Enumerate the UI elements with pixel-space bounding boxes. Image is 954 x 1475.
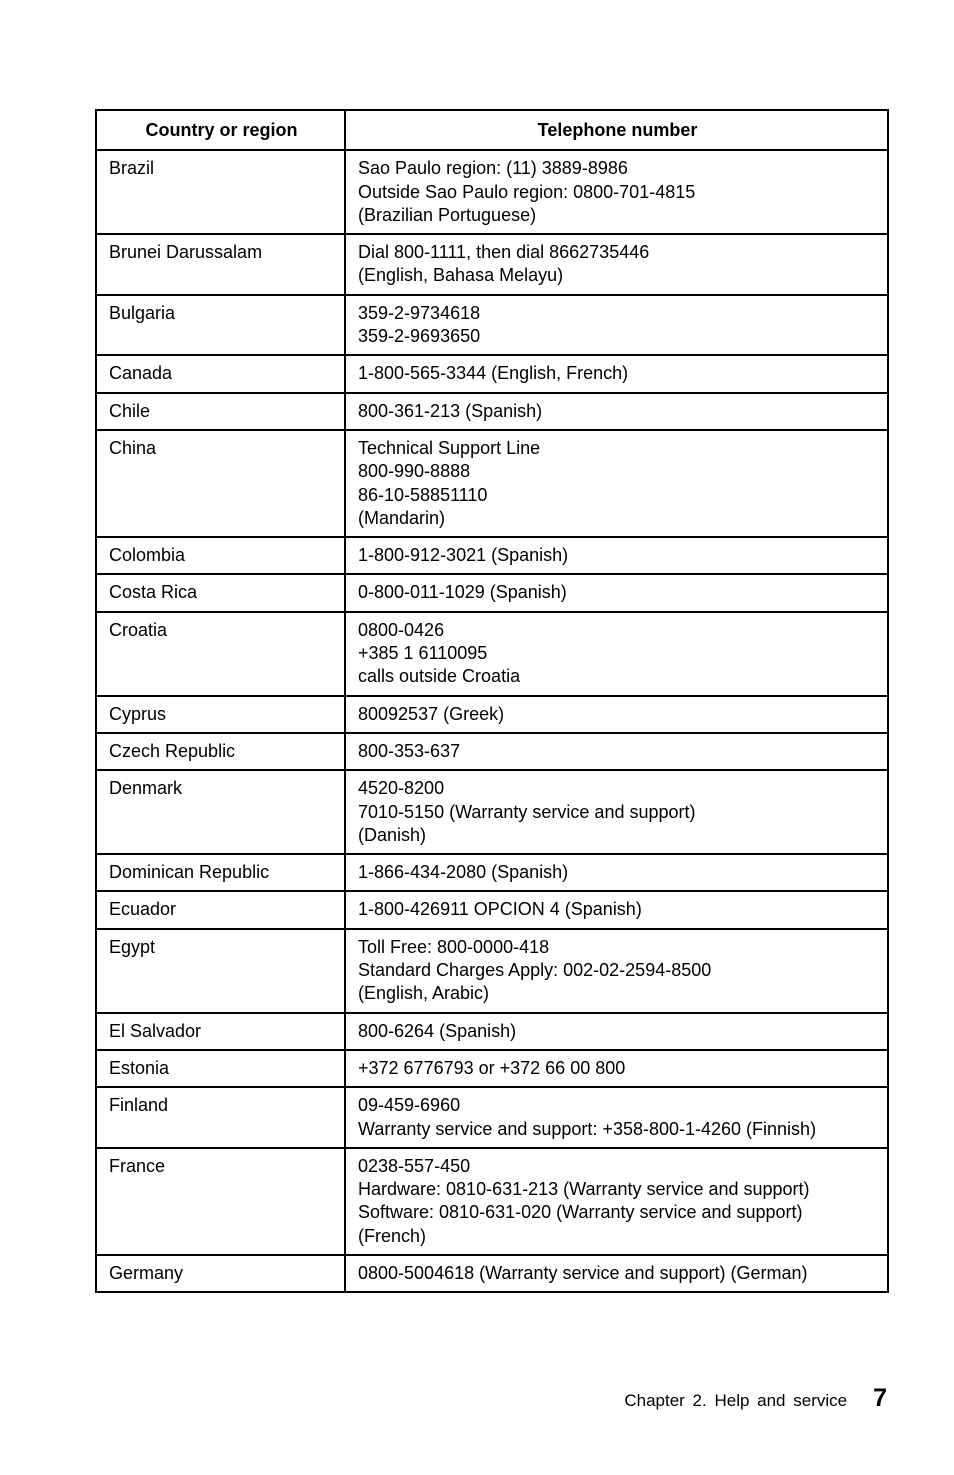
telephone-line: 1-800-912-3021 (Spanish) (358, 545, 569, 566)
telephone-line: 1-800-565-3344 (English, French) (358, 363, 629, 384)
telephone-cell (345, 696, 888, 733)
telephone-line: 80092537 (Greek) (358, 703, 505, 724)
header-row (96, 110, 888, 150)
telephone-cell (345, 355, 888, 392)
support-phone-table (95, 109, 889, 1293)
telephone-cell (345, 393, 888, 430)
telephone-line: (English, Arabic) (358, 983, 490, 1004)
telephone-cell (345, 234, 888, 295)
telephone-line: 359-2-9693650 (358, 326, 481, 347)
telephone-cell (345, 1050, 888, 1087)
telephone-line: 09-459-6960 (358, 1095, 461, 1116)
telephone-line: Sao Paulo region: (11) 3889-8986 (358, 158, 628, 179)
telephone-line: 800-353-637 (358, 740, 461, 761)
telephone-line: 7010-5150 (Warranty service and support) (358, 801, 696, 822)
telephone-line: Outside Sao Paulo region: 0800-701-4815 (358, 181, 696, 202)
country-cell: Denmark (96, 770, 345, 854)
table-row (96, 355, 888, 392)
country-cell: Ecuador (96, 891, 345, 928)
country-cell: Estonia (96, 1050, 345, 1087)
table-row (96, 1050, 888, 1087)
telephone-cell (345, 770, 888, 854)
country-cell: Brazil (96, 150, 345, 234)
country-cell: Germany (96, 1255, 345, 1292)
table-row (96, 1255, 888, 1292)
table-row (96, 1087, 888, 1148)
telephone-line: Dial 800-1111, then dial 8662735446 (358, 242, 650, 263)
telephone-line: Standard Charges Apply: 002-02-2594-8500 (358, 960, 712, 981)
table-row (96, 891, 888, 928)
table-row (96, 393, 888, 430)
telephone-line: (Mandarin) (358, 507, 446, 528)
telephone-cell (345, 430, 888, 537)
chapter-title: Chapter 2. Help and service (624, 1391, 848, 1410)
table-row (96, 1013, 888, 1050)
page-number: 7 (873, 1384, 887, 1412)
header-telephone: Telephone number (345, 110, 888, 150)
telephone-cell (345, 295, 888, 356)
telephone-line: 1-800-426911 OPCION 4 (Spanish) (358, 899, 642, 920)
telephone-line: calls outside Croatia (358, 666, 521, 687)
telephone-line: Toll Free: 800-0000-418 (358, 936, 550, 957)
telephone-line: (Brazilian Portuguese) (358, 204, 537, 225)
telephone-line: 0800-5004618 (Warranty service and support) (German) (358, 1262, 808, 1283)
table-row (96, 770, 888, 854)
table-row (96, 430, 888, 537)
telephone-line: 0238-557-450 (358, 1155, 471, 1176)
country-cell: Costa Rica (96, 574, 345, 611)
country-cell: El Salvador (96, 1013, 345, 1050)
telephone-cell (345, 150, 888, 234)
table-header (96, 110, 888, 150)
telephone-line: Hardware: 0810-631-213 (Warranty service and support) (358, 1179, 810, 1200)
header-country: Country or region (96, 110, 345, 150)
telephone-line: 800-990-8888 (358, 461, 471, 482)
telephone-cell (345, 733, 888, 770)
table-row (96, 295, 888, 356)
telephone-cell (345, 537, 888, 574)
telephone-line: Software: 0810-631-020 (Warranty service and support) (358, 1202, 803, 1223)
country-cell: Croatia (96, 612, 345, 696)
country-cell: Chile (96, 393, 345, 430)
table-row (96, 150, 888, 234)
telephone-cell (345, 1013, 888, 1050)
telephone-line: 4520-8200 (358, 778, 445, 799)
telephone-line: 1-866-434-2080 (Spanish) (358, 862, 569, 883)
telephone-line: 0-800-011-1029 (Spanish) (358, 582, 567, 603)
telephone-line: Warranty service and support: +358-800-1-4260 (Finnish) (358, 1118, 817, 1139)
country-cell: Colombia (96, 537, 345, 574)
country-cell: China (96, 430, 345, 537)
telephone-line: Technical Support Line (358, 437, 541, 458)
country-cell: Brunei Darussalam (96, 234, 345, 295)
country-cell: Cyprus (96, 696, 345, 733)
country-cell: France (96, 1148, 345, 1255)
telephone-cell (345, 854, 888, 891)
table-row (96, 612, 888, 696)
country-cell: Bulgaria (96, 295, 345, 356)
telephone-cell (345, 612, 888, 696)
telephone-line: 800-361-213 (Spanish) (358, 400, 543, 421)
country-cell: Egypt (96, 929, 345, 1013)
table-row (96, 574, 888, 611)
table-row (96, 234, 888, 295)
telephone-cell (345, 1255, 888, 1292)
telephone-cell (345, 891, 888, 928)
telephone-line: 359-2-9734618 (358, 302, 481, 323)
telephone-cell (345, 929, 888, 1013)
telephone-line: 0800-0426 (358, 619, 445, 640)
table-row (96, 733, 888, 770)
telephone-cell (345, 574, 888, 611)
telephone-line: (French) (358, 1225, 427, 1246)
country-cell: Czech Republic (96, 733, 345, 770)
table-row (96, 537, 888, 574)
telephone-cell (345, 1148, 888, 1255)
country-cell: Dominican Republic (96, 854, 345, 891)
telephone-line: +385 1 6110095 (358, 643, 488, 664)
telephone-line: 800-6264 (Spanish) (358, 1020, 517, 1041)
telephone-line: (English, Bahasa Melayu) (358, 265, 564, 286)
table-row (96, 1148, 888, 1255)
table-row (96, 854, 888, 891)
telephone-line: 86-10-58851110 (358, 484, 488, 505)
telephone-line: (Danish) (358, 824, 427, 845)
table-row (96, 696, 888, 733)
telephone-cell (345, 1087, 888, 1148)
telephone-line: +372 6776793 or +372 66 00 800 (358, 1057, 626, 1078)
table-row (96, 929, 888, 1013)
page-footer (624, 1384, 887, 1413)
country-cell: Finland (96, 1087, 345, 1148)
table-body (96, 150, 888, 1292)
country-cell: Canada (96, 355, 345, 392)
